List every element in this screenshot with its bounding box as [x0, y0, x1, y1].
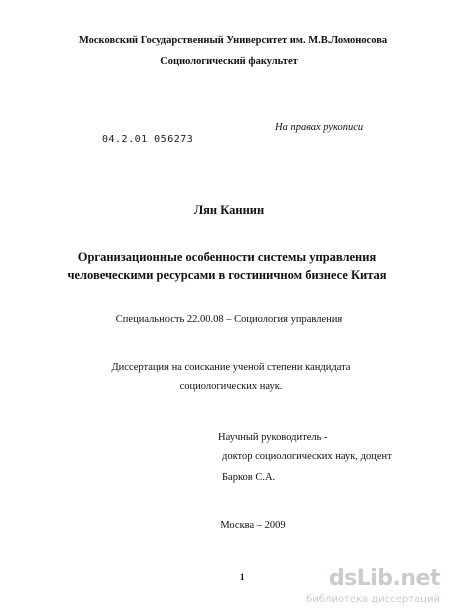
thesis-title-line-2: человеческими ресурсами в гостиничном бизнесе Китая [67, 268, 387, 282]
supervisor-degree: доктор социологических наук, доцент [222, 451, 392, 462]
archive-stamp-number: 04.2.01 056273 [102, 134, 194, 145]
rights-note: На правах рукописи [275, 122, 364, 133]
page-number: 1 [240, 572, 245, 582]
faculty-name: Социологический факультет [160, 56, 298, 67]
dslib-watermark[interactable] [306, 566, 440, 610]
dissertation-line-2: социологических наук. [179, 381, 283, 392]
university-name: Московский Государственный Университет им. М.В.Ломоносова [78, 35, 388, 46]
supervisor-role: Научный руководитель - [218, 432, 328, 443]
supervisor-name: Барков С.А. [222, 472, 276, 483]
author-name: Лян Каннин [193, 203, 265, 217]
dissertation-line-1: Диссертация на соискание ученой степени кандидата [111, 362, 351, 373]
watermark-subtitle: библиотека диссертаций [306, 594, 440, 605]
watermark-brand: dsLib.net [328, 566, 440, 591]
specialty-line: Специальность 22.00.08 – Социология управления [115, 314, 343, 325]
city-year: Москва – 2009 [220, 520, 286, 531]
thesis-title-line-1: Организационные особенности системы управления [77, 250, 377, 264]
